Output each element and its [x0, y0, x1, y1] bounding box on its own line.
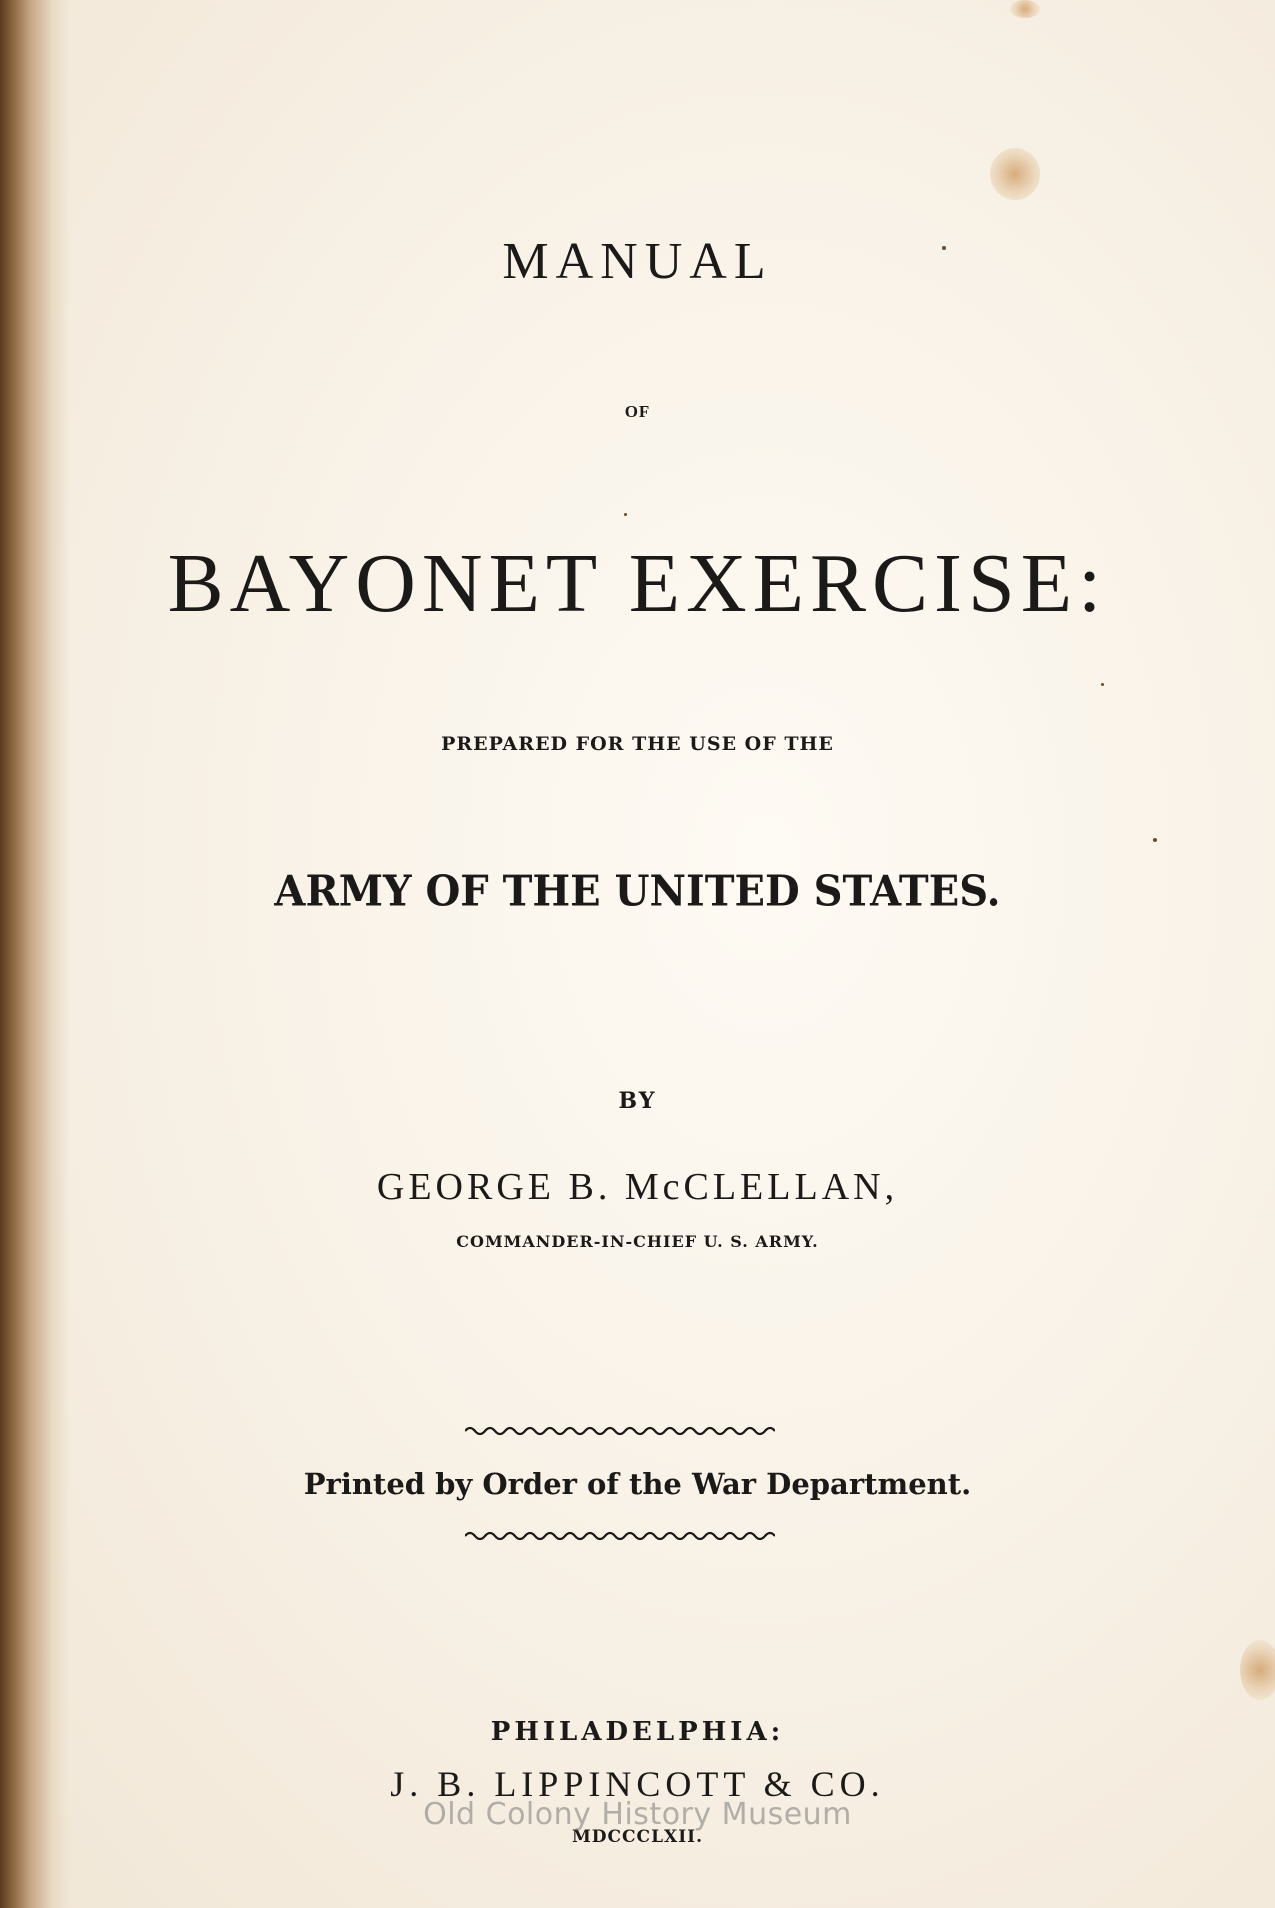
imprint-year: MDCCCLXII.	[571, 1827, 704, 1847]
foxing-stain	[1240, 1640, 1275, 1700]
paper-speck	[624, 513, 627, 516]
museum-watermark: Old Colony History Museum	[423, 1797, 852, 1832]
subtitle-army: ARMY OF THE UNITED STATES.	[274, 866, 1001, 917]
imprint-city: PHILADELPHIA:	[490, 1717, 785, 1747]
foxing-stain	[990, 148, 1040, 200]
title-manual: MANUAL	[502, 233, 773, 290]
page-title: BAYONET EXERCISE:	[167, 537, 1108, 630]
imprint-publisher: J. B. LIPPINCOTT & CO.	[390, 1764, 885, 1804]
by-label: BY	[618, 1088, 657, 1114]
imprint-note: Printed by Order of the War Department.	[303, 1467, 972, 1501]
author-name: GEORGE B. McCLELLAN,	[376, 1166, 899, 1208]
wavy-rule-bottom	[465, 1528, 775, 1542]
title-of: OF	[624, 402, 651, 421]
foxing-stain	[1010, 0, 1040, 18]
paper-speck	[1101, 683, 1104, 686]
subtitle-prepared: PREPARED FOR THE USE OF THE	[441, 733, 834, 755]
paper-speck	[1153, 838, 1157, 842]
wavy-rule-top	[465, 1423, 775, 1437]
author-rank: COMMANDER-IN-CHIEF U. S. ARMY.	[456, 1232, 819, 1251]
